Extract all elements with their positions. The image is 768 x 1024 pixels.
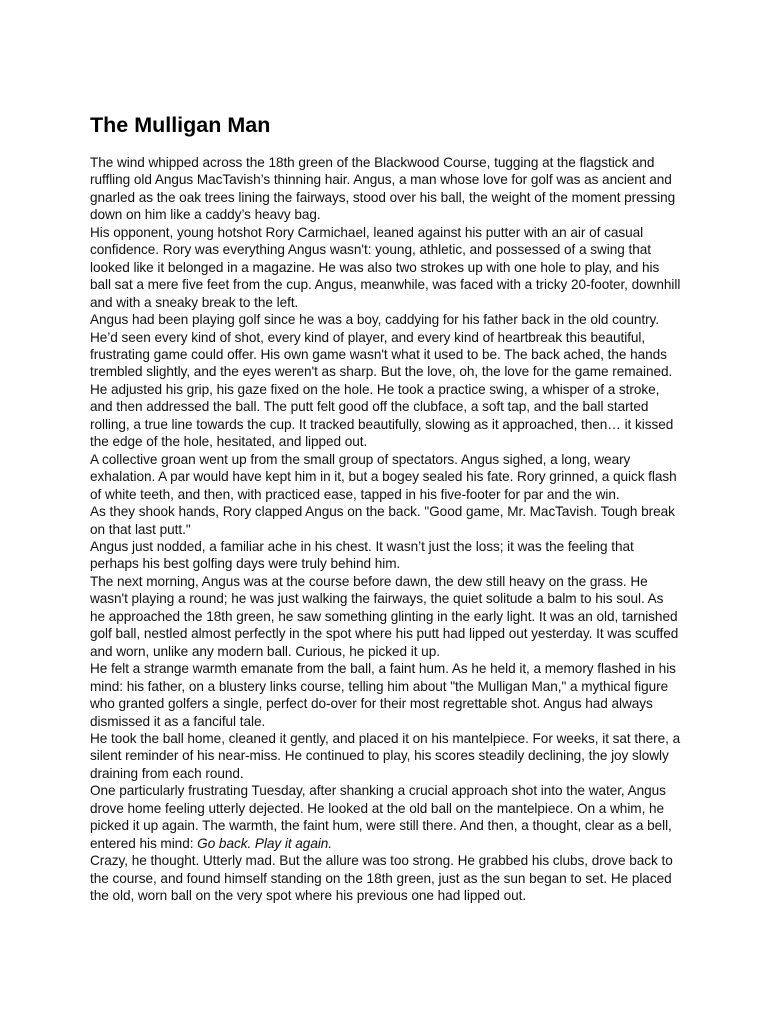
paragraph: The next morning, Angus was at the course before dawn, the dew still heavy on the grass. He wasn't playing a round; he was just walking the fairways, the quiet solitude a balm to his soul. As he approached the 18th green, he saw something glinting in the early light. It was an old, tarnished golf ball, nestled almost perfectly in the spot where his putt had lipped out yesterday. It was scuffed and worn, unlike any modern ball. Curious, he picked it up. xyxy=(90,573,679,659)
paragraph: His opponent, young hotshot Rory Carmichael, leaned against his putter with an air of casual confidence. Rory was everything Angus wasn't: young, athletic, and possessed of a swing that looked like it belonged in a magazine. He was also two strokes up with one hole to play, and his ball sat a mere five feet from the cup. Angus, meanwhile, was faced with a tricky 20-footer, downhill and with a sneaky break to the left. xyxy=(90,224,681,310)
paragraph: He felt a strange warmth emanate from the ball, a faint hum. As he held it, a memory flashed in his mind: his father, on a blustery links course, telling him about "the Mulligan Man," a mythical figure who granted golfers a single, perfect do-over for their most regrettable shot. Angus had always dismissed it as a fanciful tale. xyxy=(90,661,676,729)
paragraph: He adjusted his grip, his gaze fixed on the hole. He took a practice swing, a whisper of a stroke, and then addressed the ball. The putt felt good off the clubface, a soft tap, and the ball started rolling, a true line towards the cup. It tracked beautifully, slowing as it approached, then… it kissed the edge of the hole, hesitated, and lipped out. xyxy=(90,381,674,450)
paragraph: As they shook hands, Rory clapped Angus on the back. "Good game, Mr. MacTavish. Tough break on that last putt." xyxy=(90,504,675,537)
paragraph-text: One particularly frustrating Tuesday, after shanking a crucial approach shot into the water, Angus drove home feeling utterly dejected. He looked at the old ball on the mantelpiece. On a whim, he picked it up again. The warmth, the faint hum, were still there. And then, a thought, clear as a bell, entered his mind: xyxy=(90,783,672,851)
paragraph: The wind whipped across the 18th green of the Blackwood Course, tugging at the flagstick and ruffling old Angus MacTavish’s thinning hair. Angus, a man whose love for golf was as ancient and gnarled as the oak trees lining the fairways, stood over his ball, the weight of the moment pressing down on him like a caddy’s heavy bag. xyxy=(90,155,676,223)
paragraph xyxy=(90,782,682,852)
document-title: The Mulligan Man xyxy=(90,113,271,137)
paragraph: Angus had been playing golf since he was a boy, caddying for his father back in the old country. He’d seen every kind of shot, every kind of player, and every kind of heartbreak this beautiful, frustrating game could offer. His own game wasn't what it used to be. The back ached, the hands trembled slightly, and the eyes weren't as sharp. But the love, oh, the love for the game remained. xyxy=(90,312,673,380)
paragraph: He took the ball home, cleaned it gently, and placed it on his mantelpiece. For weeks, it sat there, a silent reminder of his near-miss. He continued to play, his scores steadily declining, the joy slowly draining from each round. xyxy=(90,730,681,781)
document-page xyxy=(90,112,682,904)
italic-thought: Go back. Play it again. xyxy=(197,835,333,851)
paragraph: Angus just nodded, a familiar ache in his chest. It wasn’t just the loss; it was the feeling that perhaps his best golfing days were truly behind him. xyxy=(90,538,634,572)
paragraph: A collective groan went up from the small group of spectators. Angus sighed, a long, weary exhalation. A par would have kept him in it, but a bogey sealed his fate. Rory grinned, a quick flash of white teeth, and then, with practiced ease, tapped in his five-footer for par and the win. xyxy=(90,451,677,502)
paragraph: Crazy, he thought. Utterly mad. But the allure was too strong. He grabbed his clubs, drove back to the course, and found himself standing on the 18th green, just as the sun began to set. He placed the old, worn ball on the very spot where his previous one had lipped out. xyxy=(90,853,673,904)
